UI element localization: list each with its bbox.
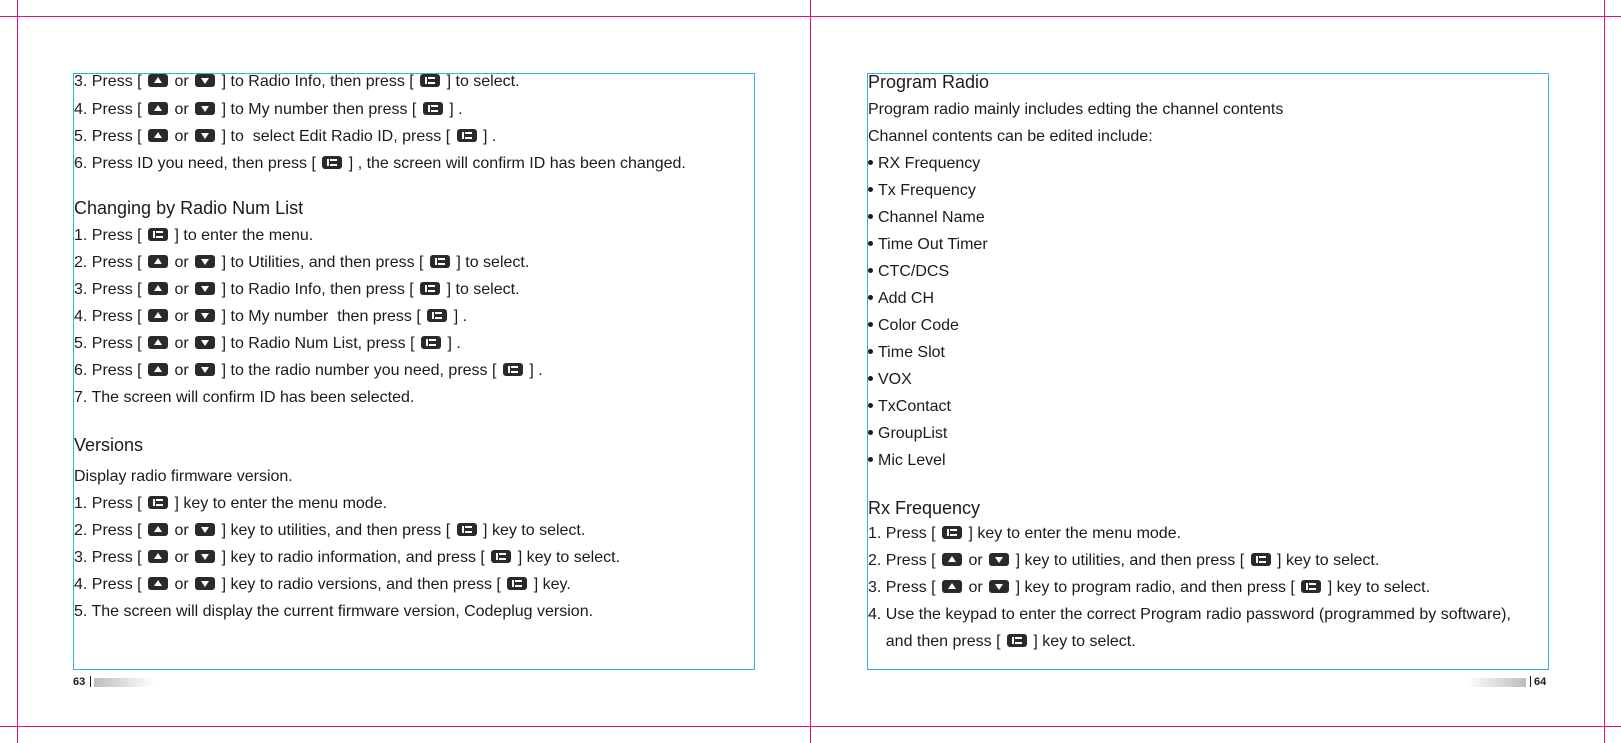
instruction-step [74,575,571,595]
instruction-step [868,632,1136,652]
step-text: ] to select. [451,254,530,271]
page-number-left: 63 [73,676,86,688]
bullet-dot-icon [868,349,873,354]
bullet-text: RX Frequency [878,155,981,172]
bullet-text: Channel Name [878,209,985,226]
bullet-item [868,397,951,417]
down-arrow-key-icon [195,74,215,87]
step-text: ] key to utilities, and then press [ [217,522,455,539]
down-arrow-key-icon [195,523,215,536]
down-arrow-key-icon [989,553,1009,566]
bullet-dot-icon [868,403,873,408]
step-text: or [170,73,194,90]
down-arrow-key-icon [195,336,215,349]
bullet-dot-icon [868,430,873,435]
step-text: 5. Press [ [74,128,147,145]
up-arrow-key-icon [942,580,962,593]
step-text: ] to Radio Num List, press [ [217,335,420,352]
instruction-step [868,578,1430,598]
step-text: ] , the screen will confirm ID has been changed. [344,155,686,172]
menu-key-icon [942,526,962,539]
up-arrow-key-icon [148,550,168,563]
down-arrow-key-icon [195,363,215,376]
step-text: ] key to select. [513,549,621,566]
instruction-step [74,226,313,246]
step-text: and then press [ [868,633,1005,650]
menu-key-icon [503,363,523,376]
step-text: ] to My number then press [ [217,101,421,118]
crop-line-right [1604,0,1605,743]
left-page-text-frame [73,73,755,670]
instruction-step [74,388,414,408]
step-text: 4. Press [ [74,308,147,325]
up-arrow-key-icon [148,129,168,142]
page-footer-bar-right [1466,678,1526,687]
step-text: 6. Press ID you need, then press [ [74,155,321,172]
step-text: ] key to enter the menu mode. [170,495,388,512]
step-text: 7. The screen will confirm ID has been selected. [74,389,415,406]
section-heading: Rx Frequency [868,498,981,518]
step-text: ] to Utilities, and then press [ [217,254,428,271]
up-arrow-key-icon [148,523,168,536]
up-arrow-key-icon [148,336,168,349]
bullet-dot-icon [868,187,873,192]
step-text: or [170,128,194,145]
step-text: ] to My number then press [ [217,308,426,325]
step-text: ] . [524,362,543,379]
bullet-item [868,451,946,471]
menu-key-icon [507,577,527,590]
instruction-step [868,127,1153,147]
instruction-step [74,521,585,541]
down-arrow-key-icon [195,550,215,563]
step-text: ] to enter the menu. [170,227,314,244]
bullet-item [868,343,945,363]
step-text: ] key to select. [1272,552,1380,569]
instruction-step [74,467,293,487]
up-arrow-key-icon [148,74,168,87]
step-text: 2. Press [ [74,254,147,271]
bullet-text: TxContact [878,398,951,415]
section-heading: Changing by Radio Num List [74,198,304,218]
bullet-text: CTC/DCS [878,263,950,280]
step-text: ] to select. [442,73,520,90]
page-footer-bar-left [94,678,154,687]
step-text: ] key to select. [478,522,586,539]
instruction-step [74,307,467,327]
instruction-step [868,100,1283,120]
bullet-dot-icon [868,457,873,462]
step-text: 3. Press [ [868,579,941,596]
bullet-dot-icon [868,160,873,165]
bullet-item [868,208,985,228]
section-heading: Program Radio [868,72,990,92]
page-number-right: 64 [1534,676,1547,688]
bullet-dot-icon [868,241,873,246]
step-text: ] to select. [442,281,520,298]
bullet-item [868,316,959,336]
step-text: ] to Radio Info, then press [ [217,73,419,90]
up-arrow-key-icon [942,553,962,566]
menu-key-icon [430,255,450,268]
menu-key-icon [427,309,447,322]
step-text: ] . [449,308,468,325]
step-text: Channel contents can be edited include: [868,128,1153,145]
step-text: ] to Radio Info, then press [ [217,281,419,298]
instruction-step [74,361,543,381]
right-page-text-frame [867,73,1549,670]
step-text: 2. Press [ [74,522,147,539]
step-text: ] . [444,101,463,118]
up-arrow-key-icon [148,102,168,115]
step-text: 3. Press [ [74,549,147,566]
step-text: 5. Press [ [74,335,147,352]
up-arrow-key-icon [148,282,168,295]
instruction-step [74,494,387,514]
bullet-text: Tx Frequency [878,182,976,199]
bullet-text: VOX [878,371,912,388]
instruction-step [74,100,463,120]
bullet-dot-icon [868,376,873,381]
crop-line-center [810,0,811,743]
down-arrow-key-icon [195,577,215,590]
bullet-text: Color Code [878,317,959,334]
step-text: 1. Press [ [868,525,941,542]
page-number-separator-right [1530,676,1531,687]
instruction-step [868,551,1379,571]
step-text: or [170,576,194,593]
up-arrow-key-icon [148,255,168,268]
bullet-item [868,289,934,309]
step-text: 4. Press [ [74,101,147,118]
bullet-text: Add CH [878,290,935,307]
step-text: ] key to select. [1028,633,1136,650]
bullet-dot-icon [868,268,873,273]
instruction-step [868,605,1511,625]
instruction-step [868,524,1181,544]
down-arrow-key-icon [195,102,215,115]
step-text: or [170,522,194,539]
step-text: 2. Press [ [868,552,941,569]
up-arrow-key-icon [148,309,168,322]
step-text: 1. Press [ [74,227,147,244]
step-text: ] . [443,335,461,352]
menu-key-icon [421,336,441,349]
menu-key-icon [491,550,511,563]
step-text: Program radio mainly includes edting the channel contents [868,101,1284,118]
down-arrow-key-icon [195,129,215,142]
step-text: or [170,362,194,379]
step-text: 4. Use the keypad to enter the correct Program radio password (programmed by software), [868,606,1511,623]
step-text: ] key to utilities, and then press [ [1011,552,1249,569]
bullet-dot-icon [868,214,873,219]
menu-key-icon [1251,553,1271,566]
bullet-text: Time Out Timer [878,236,988,253]
step-text: 1. Press [ [74,495,147,512]
instruction-step [74,548,620,568]
bullet-item [868,154,980,174]
instruction-step [74,72,520,92]
bullet-item [868,370,912,390]
step-text: or [170,254,194,271]
step-text: or [170,101,194,118]
step-text: ] key to program radio, and then press [ [1011,579,1300,596]
step-text: or [170,281,194,298]
bullet-text: Time Slot [878,344,945,361]
menu-key-icon [420,74,440,87]
bullet-text: Mic Level [878,452,946,469]
instruction-step [74,253,529,273]
bullet-item [868,424,947,444]
down-arrow-key-icon [195,255,215,268]
menu-key-icon [148,496,168,509]
menu-key-icon [322,156,342,169]
step-text: ] to the radio number you need, press [ [217,362,501,379]
step-text: or [170,308,194,325]
step-text: or [170,335,194,352]
instruction-step [74,154,686,174]
down-arrow-key-icon [989,580,1009,593]
menu-key-icon [1301,580,1321,593]
step-text: Display radio firmware version. [74,468,293,485]
menu-key-icon [457,523,477,536]
bullet-text: GroupList [878,425,948,442]
bullet-item [868,235,988,255]
step-text: ] key to radio information, and press [ [217,549,490,566]
bullet-dot-icon [868,322,873,327]
step-text: 5. The screen will display the current firmware version, Codeplug version. [74,603,594,620]
step-text: ] key to enter the menu mode. [964,525,1182,542]
down-arrow-key-icon [195,282,215,295]
menu-key-icon [420,282,440,295]
step-text: 6. Press [ [74,362,147,379]
bullet-item [868,181,976,201]
step-text: 3. Press [ [74,281,147,298]
step-text: ] key to radio versions, and then press [ [217,576,506,593]
crop-line-left [17,0,18,743]
instruction-step [74,334,461,354]
instruction-step [74,280,520,300]
step-text: ] . [478,128,497,145]
instruction-step [74,602,593,622]
instruction-step [74,127,496,147]
menu-key-icon [457,129,477,142]
section-heading: Versions [74,435,144,455]
step-text: 4. Press [ [74,576,147,593]
down-arrow-key-icon [195,309,215,322]
step-text: 3. Press [ [74,73,147,90]
bullet-dot-icon [868,295,873,300]
step-text: or [170,549,194,566]
step-text: ] to select Edit Radio ID, press [ [217,128,455,145]
page-number-separator-left [90,676,91,687]
up-arrow-key-icon [148,363,168,376]
menu-key-icon [148,228,168,241]
bullet-item [868,262,949,282]
step-text: or [964,552,988,569]
menu-key-icon [1007,634,1027,647]
menu-key-icon [423,102,443,115]
step-text: ] key to select. [1323,579,1431,596]
up-arrow-key-icon [148,577,168,590]
step-text: ] key. [529,576,571,593]
step-text: or [964,579,988,596]
